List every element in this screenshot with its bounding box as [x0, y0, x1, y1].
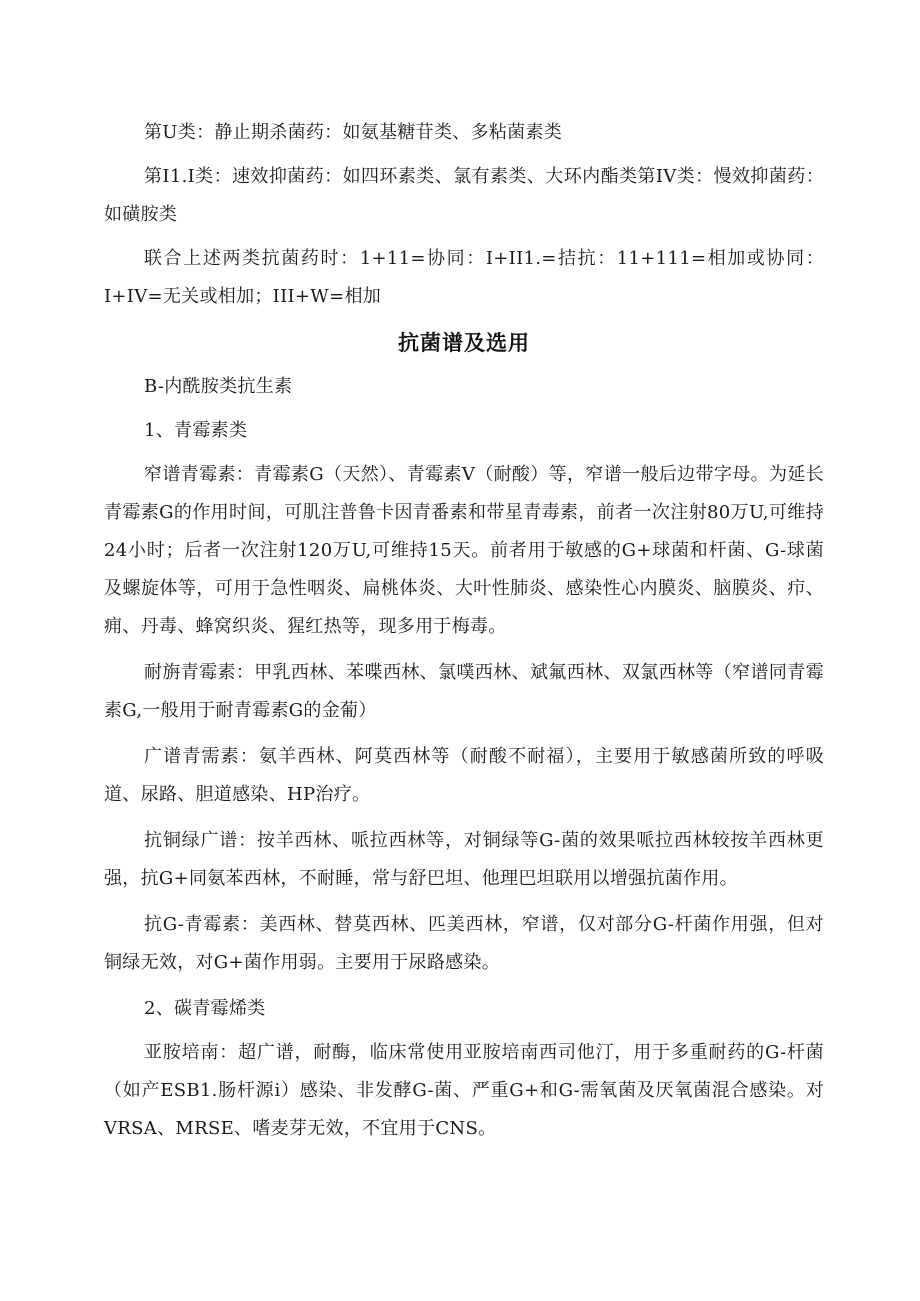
section-heading: 抗菌谱及选用	[398, 331, 530, 355]
paragraph-narrow-spectrum: 窄谱青霉素：青霉素G（天然）、青霉素V（耐酸）等，窄谱一般后边带字母。为延长青霉素G的作用时间，可肌注普鲁卡因青番素和带星青毒素，前者一次注射80万U,可维持24小时；后者一次注射120万U,可维持15天。前者用于敏感的G+球菌和杆菌、G-球菌及螺旋体等，可用于急性咽炎、扁桃体炎、大叶性肺炎、感染性心内膜炎、脑膜炎、疖、痈、丹毒、蜂窝织炎、猩红热等，现多用于梅毒。	[104, 464, 824, 637]
paragraph-broad-spectrum: 广谱青需素：氨羊西林、阿莫西林等（耐酸不耐福），主要用于敏感菌所致的呼吸道、尿路、胆道感染、HP治疗。	[104, 746, 824, 805]
paragraph-class-ii: 第U类：静止期杀菌药：如氨基糖苷类、多粘菌素类	[144, 122, 563, 143]
paragraph-imipenem: 亚胺培南：超广谱，耐酶，临床常使用亚胺培南西司他汀，用于多重耐药的G-杆菌（如产ESB1.肠杆源i）感染、非发酵G-菌、严重G+和G-需氧菌及厌氧菌混合感染。对VRSA、MRSE、嗜麦芽无效，不宜用于CNS。	[104, 1042, 824, 1139]
subheading-penicillins: 1、青霉素类	[144, 420, 248, 441]
paragraph-anti-pseudomonas: 抗铜绿广谱：按羊西林、哌拉西林等，对铜绿等G-菌的效果哌拉西林较按羊西林更强，抗G+同氨苯西林，不耐睡，常与舒巴坦、他理巴坦联用以增强抗菌作用。	[104, 830, 824, 889]
paragraph-combination-rules: 联合上述两类抗菌药时：1+11=协同：I+II1.=拮抗：11+111=相加或协同：I+IV=无关或相加；III+W=相加	[104, 248, 824, 307]
paragraph-class-iii-iv: 第I1.I类：速效抑菌药：如四环素类、氯有素类、大环内酯类第IV类：慢效抑菌药：如磺胺类	[104, 166, 824, 225]
paragraph-anti-gram-negative: 抗G-青霉素：美西林、替莫西林、匹美西林，窄谱，仅对部分G-杆菌作用强，但对铜绿无效，对G+菌作用弱。主要用于尿路感染。	[104, 914, 824, 973]
subheading-carbapenems: 2、碳青霉烯类	[144, 998, 266, 1019]
paragraph-enzyme-resistant: 耐旃青霉素：甲乳西林、苯喋西林、氯噗西林、斌氟西林、双氯西林等（窄谱同青霉素G,一般用于耐青霉素G的金葡）	[104, 662, 824, 721]
document-body	[104, 114, 824, 1156]
subheading-beta-lactam: B-内酰胺类抗生素	[144, 376, 293, 397]
